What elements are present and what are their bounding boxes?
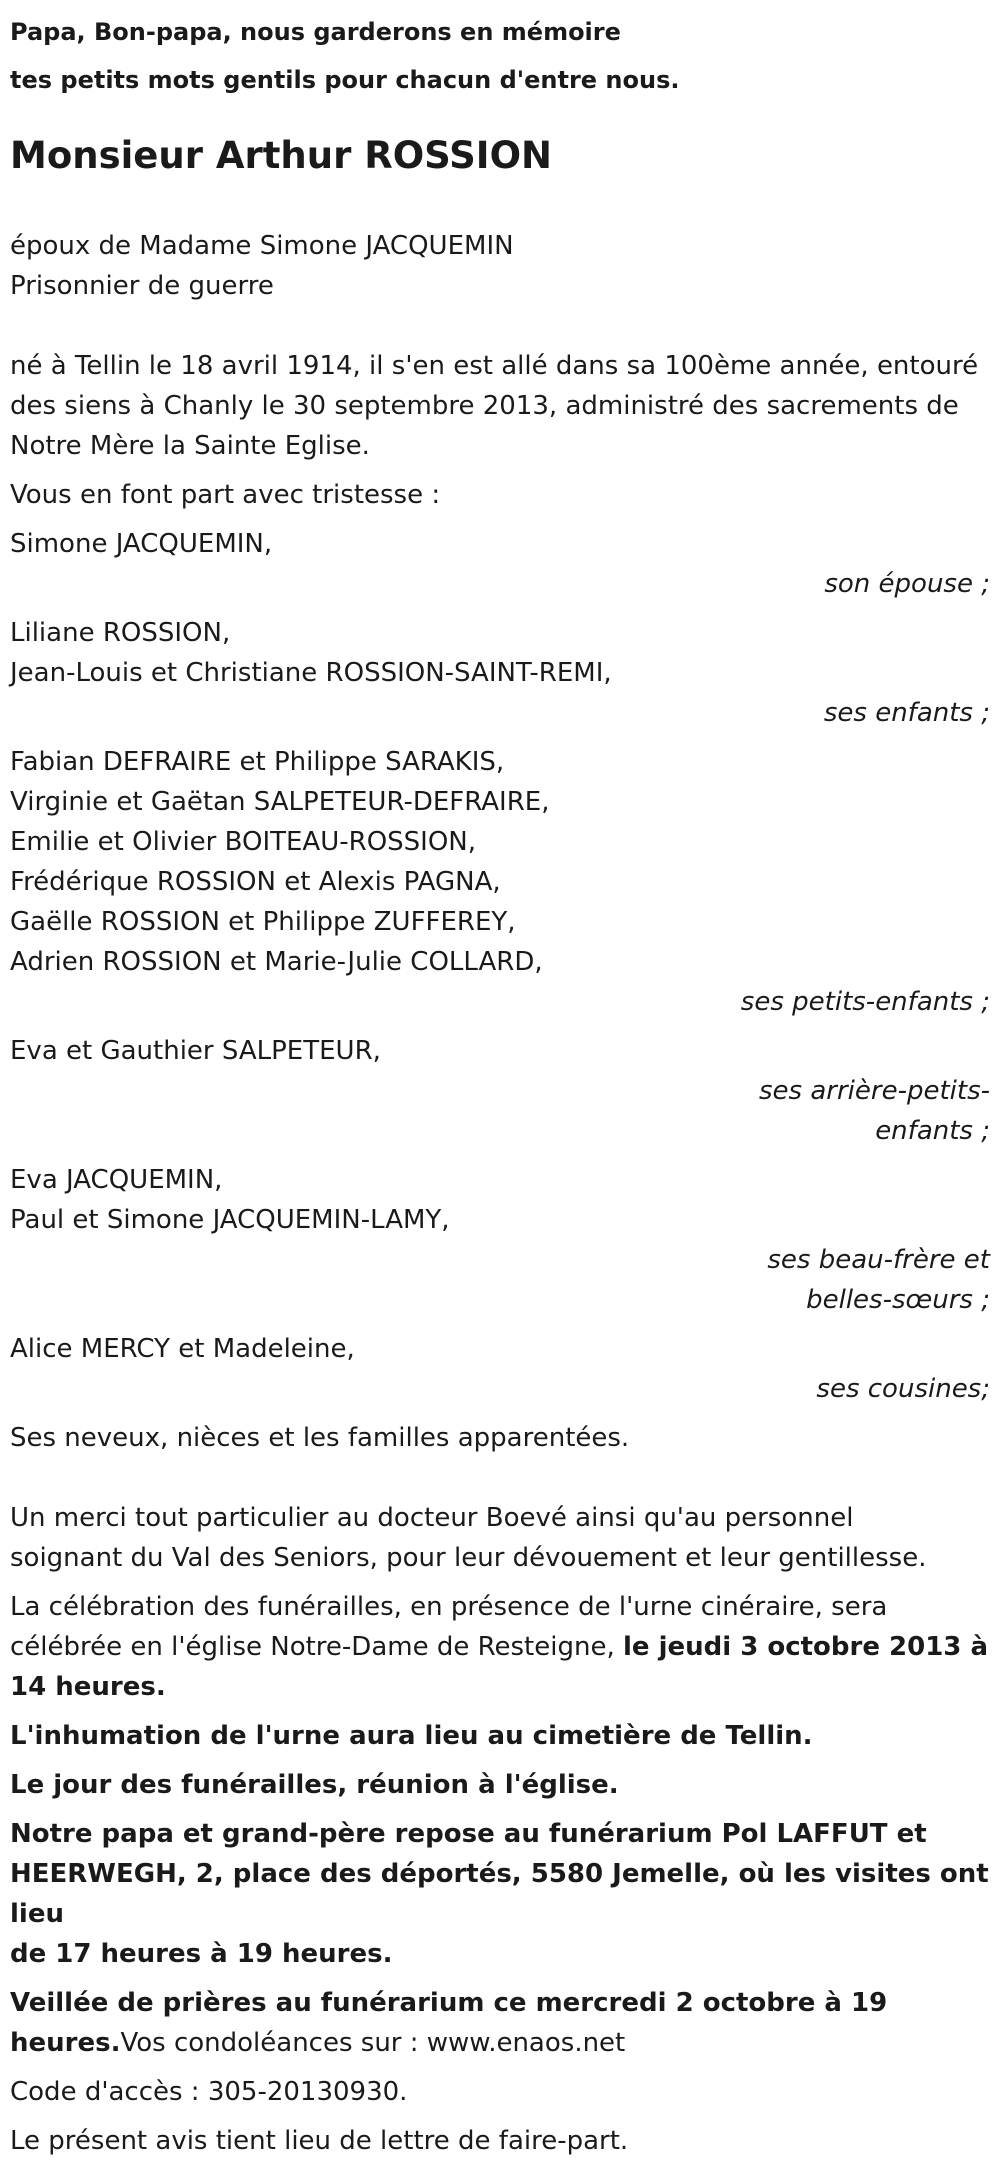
condolences-link[interactable]: Vos condoléances sur : www.enaos.net <box>120 2028 626 2058</box>
family-name: Eva JACQUEMIN, <box>10 1165 223 1195</box>
ceremony-date: le jeudi 3 octobre 2013 à <box>622 1632 988 1662</box>
vigil-time: heures. <box>10 2028 121 2058</box>
family-name: Simone JACQUEMIN, <box>10 529 273 559</box>
bio-line-2: des siens à Chanly le 30 septembre 2013, administré des sacrements de <box>10 391 959 421</box>
family-name: Liliane ROSSION, <box>10 618 231 648</box>
family-group-in-laws <box>10 1160 990 1320</box>
relation-label: enfants ; <box>875 1116 990 1146</box>
family-name: Paul et Simone JACQUEMIN-LAMY, <box>10 1205 450 1235</box>
relation-label: ses cousines; <box>816 1374 990 1404</box>
family-group-children <box>10 613 990 733</box>
access-code-line: Code d'accès : 305-20130930. <box>10 2077 408 2107</box>
relation-label: ses petits-enfants ; <box>740 987 990 1017</box>
relation-label: belles-sœurs ; <box>806 1285 990 1315</box>
notice-body <box>10 226 990 2161</box>
family-group-grandchildren <box>10 742 990 1022</box>
ceremony-time: 14 heures. <box>10 1672 166 1702</box>
relation-label: ses arrière-petits- <box>759 1076 990 1106</box>
funerarium-line-3: de 17 heures à 19 heures. <box>10 1939 393 1969</box>
ceremony-line-1: La célébration des funérailles, en présence de l'urne cinéraire, sera <box>10 1592 888 1622</box>
family-group-great-grandchildren <box>10 1031 990 1151</box>
intro-quote <box>10 8 679 104</box>
announce-line: Vous en font part avec tristesse : <box>10 480 441 510</box>
intro-line-1: Papa, Bon-papa, nous garderons en mémoire <box>10 18 621 46</box>
burial-line: L'inhumation de l'urne aura lieu au cimetière de Tellin. <box>10 1721 813 1751</box>
family-name: Alice MERCY et Madeleine, <box>10 1334 355 1364</box>
bio-line-3: Notre Mère la Sainte Eglise. <box>10 431 370 461</box>
ceremony-location: célébrée en l'église Notre-Dame de Resteigne, <box>10 1632 615 1662</box>
family-name: Virginie et Gaëtan SALPETEUR-DEFRAIRE, <box>10 787 550 817</box>
others-line: Ses neveux, nièces et les familles apparentées. <box>10 1423 630 1453</box>
vigil-line-2 <box>10 2023 990 2063</box>
relation-label: ses beau-frère et <box>767 1245 990 1275</box>
family-name: Gaëlle ROSSION et Philippe ZUFFEREY, <box>10 907 516 937</box>
family-group-spouse <box>10 524 990 604</box>
family-name: Jean-Louis et Christiane ROSSION-SAINT-REMI, <box>10 658 612 688</box>
funerarium-line-2: HEERWEGH, 2, place des déportés, 5580 Jemelle, où les visites ont lieu <box>10 1859 989 1929</box>
notice-line: Le présent avis tient lieu de lettre de faire-part. <box>10 2126 629 2156</box>
deceased-name: Monsieur Arthur ROSSION <box>10 134 552 177</box>
ceremony-line-2 <box>10 1627 990 1667</box>
relation-label: son épouse ; <box>824 569 990 599</box>
family-name: Fabian DEFRAIRE et Philippe SARAKIS, <box>10 747 505 777</box>
relation-label: ses enfants ; <box>823 698 990 728</box>
intro-line-2: tes petits mots gentils pour chacun d'entre nous. <box>10 66 680 94</box>
vigil-line-1: Veillée de prières au funérarium ce mercredi 2 octobre à 19 <box>10 1988 888 2018</box>
title-line: Prisonnier de guerre <box>10 271 274 301</box>
family-name: Eva et Gauthier SALPETEUR, <box>10 1036 381 1066</box>
spouse-line: époux de Madame Simone JACQUEMIN <box>10 231 514 261</box>
family-name: Frédérique ROSSION et Alexis PAGNA, <box>10 867 501 897</box>
thanks-line-2: soignant du Val des Seniors, pour leur dévouement et leur gentillesse. <box>10 1543 927 1573</box>
thanks-line-1: Un merci tout particulier au docteur Boevé ainsi qu'au personnel <box>10 1503 854 1533</box>
meeting-line: Le jour des funérailles, réunion à l'église. <box>10 1770 619 1800</box>
family-name: Adrien ROSSION et Marie-Julie COLLARD, <box>10 947 543 977</box>
family-name: Emilie et Olivier BOITEAU-ROSSION, <box>10 827 477 857</box>
funerarium-line-1: Notre papa et grand-père repose au funérarium Pol LAFFUT et <box>10 1819 927 1849</box>
family-group-cousins <box>10 1329 990 1409</box>
bio-line-1: né à Tellin le 18 avril 1914, il s'en est allé dans sa 100ème année, entouré <box>10 351 979 381</box>
